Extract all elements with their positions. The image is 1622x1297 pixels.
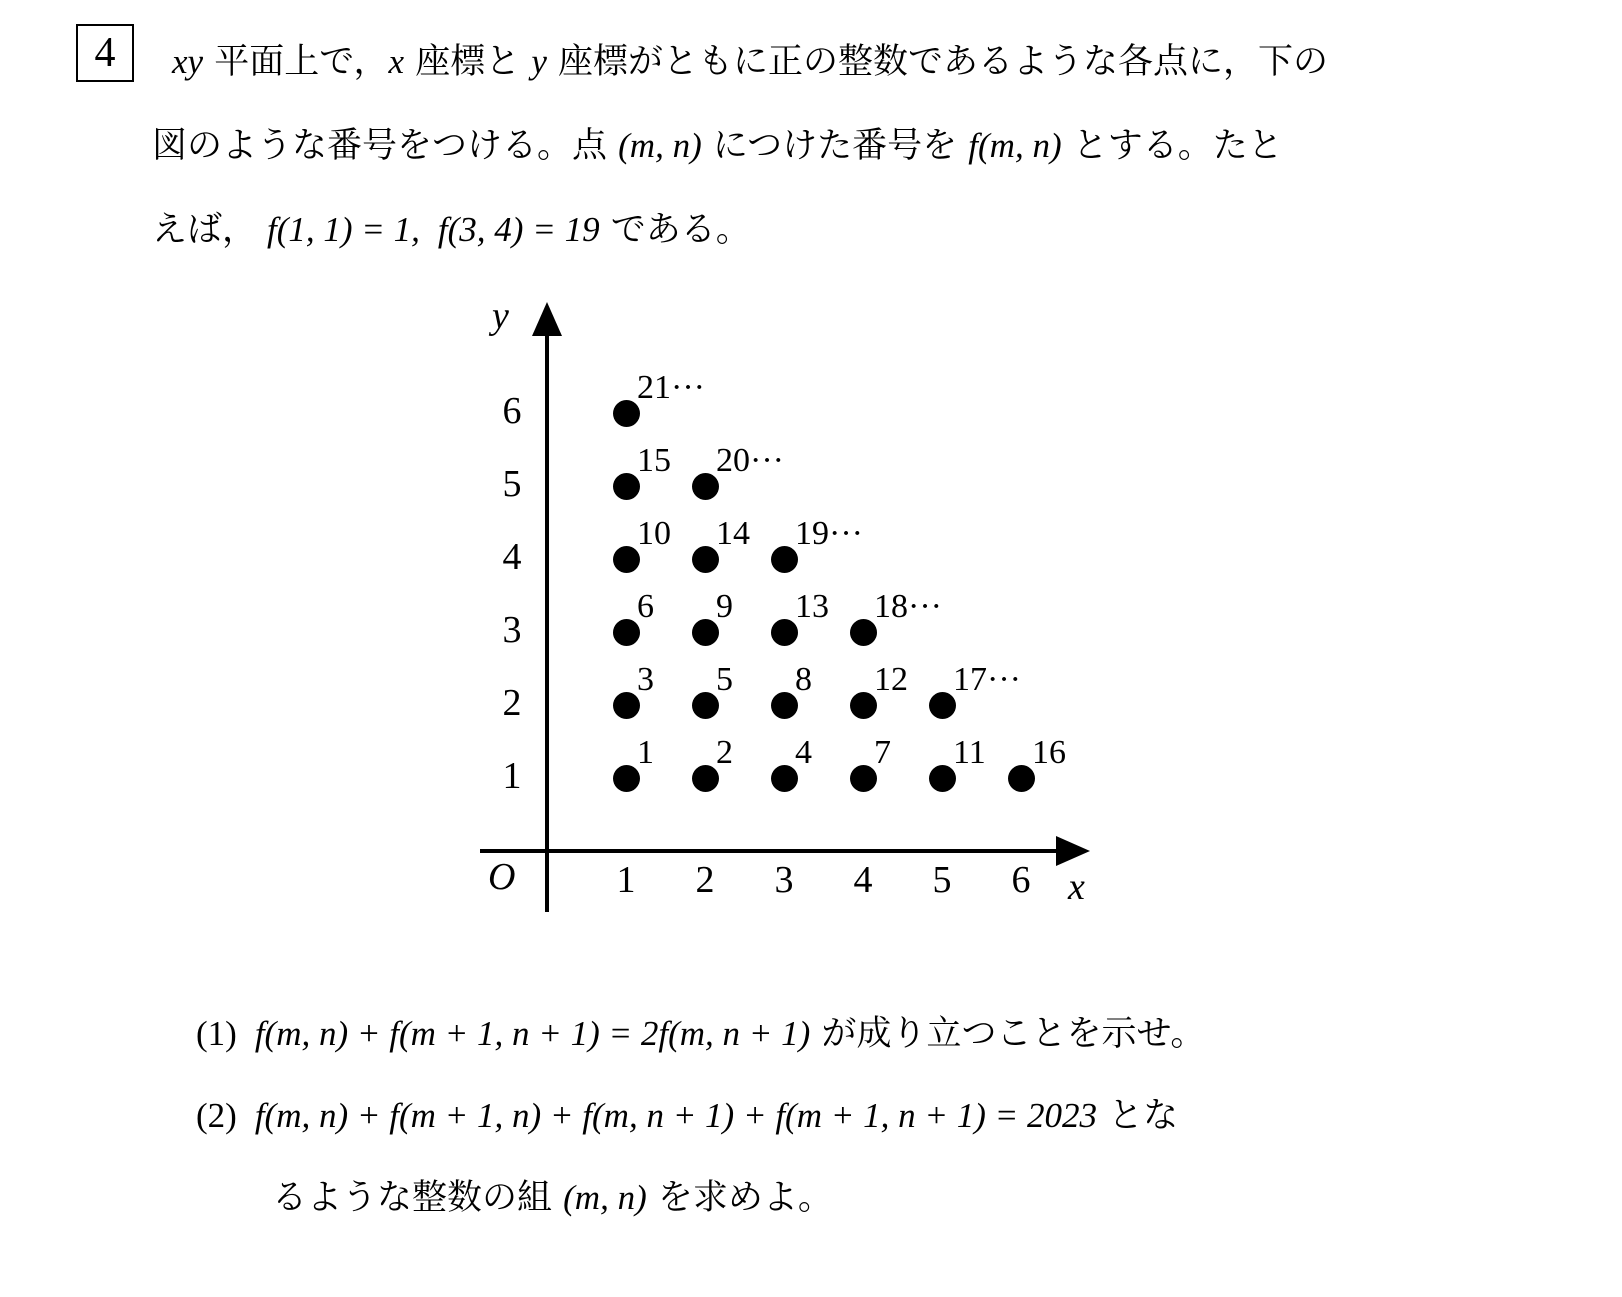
statement-text-1a: 平面上で，: [203, 42, 389, 82]
lattice-number-18: 18···: [874, 588, 942, 625]
problem-number: 4: [94, 30, 116, 76]
lattice-number-16: 16: [1032, 734, 1066, 771]
x-tick-4: 4: [853, 859, 873, 901]
x-tick-2: 2: [695, 859, 715, 901]
lattice-dot-4-2: [850, 692, 877, 719]
x-tick-5: 5: [932, 859, 952, 901]
y-tick-6: 6: [502, 390, 522, 432]
lattice-number-9: 9: [716, 588, 733, 625]
lattice-dot-3-4: [771, 546, 798, 573]
lattice-number-20: 20···: [716, 442, 784, 479]
statement-point-mn: (m, n): [618, 126, 702, 165]
statement-function-fmn: f(m, n): [968, 126, 1062, 165]
lattice-dot-5-1: [929, 765, 956, 792]
x-axis-label: x: [1068, 866, 1085, 908]
y-tick-3: 3: [502, 609, 522, 651]
lattice-dot-3-3: [771, 619, 798, 646]
lattice-number-21: 21···: [637, 369, 705, 406]
statement-var-x: x: [388, 42, 405, 81]
x-axis-line: [480, 849, 1068, 853]
lattice-dot-2-3: [692, 619, 719, 646]
x-tick-1: 1: [616, 859, 636, 901]
lattice-dot-2-5: [692, 473, 719, 500]
x-tick-6: 6: [1011, 859, 1031, 901]
lattice-number-2: 2: [716, 734, 733, 771]
lattice-number-7: 7: [874, 734, 891, 771]
lattice-dot-6-1: [1008, 765, 1035, 792]
statement-example-2: f(3, 4) = 19: [437, 210, 600, 249]
y-axis-label: y: [492, 295, 509, 337]
lattice-dot-2-4: [692, 546, 719, 573]
x-tick-3: 3: [774, 859, 794, 901]
lattice-dot-1-4: [613, 546, 640, 573]
lattice-number-15: 15: [637, 442, 671, 479]
lattice-number-5: 5: [716, 661, 733, 698]
lattice-dot-1-6: [613, 400, 640, 427]
lattice-number-6: 6: [637, 588, 654, 625]
lattice-dot-1-5: [613, 473, 640, 500]
lattice-number-8: 8: [795, 661, 812, 698]
statement-text-2a: 図のような番号をつける。点: [152, 126, 619, 166]
statement-text-1b: 座標と: [404, 42, 532, 82]
lattice-number-1: 1: [637, 734, 654, 771]
statement-text-3a: えば，: [152, 210, 258, 250]
lattice-dot-4-3: [850, 619, 877, 646]
y-tick-1: 1: [502, 755, 522, 797]
statement-var-xy: xy: [172, 42, 204, 81]
statement-var-y: y: [531, 42, 547, 81]
problem-statement-line-3: [152, 212, 1582, 248]
lattice-dot-4-1: [850, 765, 877, 792]
origin-label: O: [488, 856, 516, 898]
question-2-pair-mn: (m, n): [563, 1178, 647, 1217]
y-tick-5: 5: [502, 463, 522, 505]
y-tick-2: 2: [502, 682, 522, 724]
question-2-formula: f(m, n) + f(m + 1, n) + f(m, n + 1) + f(m + 1, n + 1) = 2023: [254, 1096, 1097, 1135]
problem-statement-line-2: [152, 128, 1582, 164]
lattice-dot-3-1: [771, 765, 798, 792]
question-2-line2-pre: るような整数の組: [272, 1178, 564, 1218]
question-2-line2-post: を求めよ。: [646, 1178, 833, 1218]
lattice-number-17: 17···: [953, 661, 1021, 698]
problem-number-box: [76, 24, 134, 82]
question-1-text: が成り立つことを示せ。: [810, 1014, 1206, 1054]
question-1-formula: f(m, n) + f(m + 1, n + 1) = 2f(m, n + 1): [254, 1014, 811, 1053]
lattice-number-19: 19···: [795, 515, 863, 552]
statement-example-1: f(1, 1) = 1,: [267, 210, 420, 249]
question-1-marker: (1): [196, 1014, 237, 1053]
lattice-number-13: 13: [795, 588, 829, 625]
question-2-line-2: [272, 1180, 833, 1216]
lattice-number-10: 10: [637, 515, 671, 552]
lattice-dot-1-2: [613, 692, 640, 719]
lattice-dot-3-2: [771, 692, 798, 719]
question-2: [196, 1098, 1178, 1134]
statement-text-2c: とする。たと: [1061, 126, 1283, 166]
lattice-numbering-diagram: [470, 290, 1130, 930]
lattice-dot-5-2: [929, 692, 956, 719]
statement-text-2b: につけた番号を: [701, 126, 969, 166]
question-2-text: とな: [1097, 1096, 1179, 1136]
lattice-dot-1-1: [613, 765, 640, 792]
lattice-number-4: 4: [795, 734, 812, 771]
lattice-number-12: 12: [874, 661, 908, 698]
y-tick-4: 4: [502, 536, 522, 578]
lattice-number-11: 11: [953, 734, 986, 771]
lattice-number-3: 3: [637, 661, 654, 698]
x-axis-arrowhead: [1056, 836, 1090, 866]
y-axis-arrowhead: [532, 302, 562, 336]
lattice-dot-1-3: [613, 619, 640, 646]
question-2-marker: (2): [196, 1096, 237, 1135]
lattice-dot-2-1: [692, 765, 719, 792]
statement-text-3b: である。: [599, 210, 751, 250]
y-axis-line: [545, 330, 549, 912]
lattice-dot-2-2: [692, 692, 719, 719]
question-1: [196, 1016, 1205, 1052]
problem-statement-line-1: [172, 44, 1582, 80]
statement-text-1c: 座標がともに正の整数であるような各点に，下の: [546, 42, 1329, 82]
lattice-number-14: 14: [716, 515, 750, 552]
